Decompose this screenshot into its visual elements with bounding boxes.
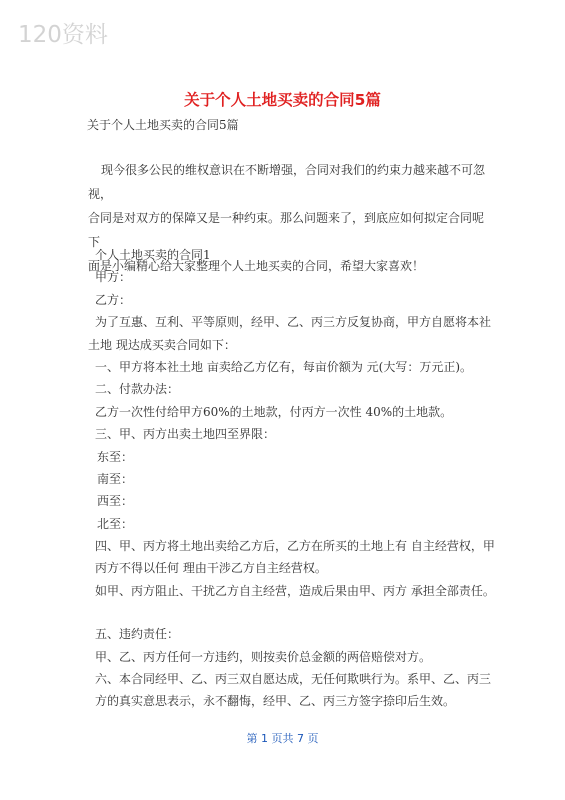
boundary-west: 西至：: [97, 494, 134, 509]
contract-body: [88, 244, 501, 713]
page-number: 第 1 页共 7 页: [246, 732, 319, 745]
watermark-logo: 120资料: [18, 22, 108, 48]
document-subtitle: 关于个人土地买卖的合同5篇: [87, 118, 239, 132]
clause-6-line: 六、本合同经甲、乙、丙三双自愿达成，无任何欺哄行为。系甲、乙、丙三: [95, 672, 492, 687]
preamble-line: 土地 现达成买卖合同如下：: [88, 337, 236, 352]
boundary-south: 南至：: [97, 471, 134, 486]
clause-5-heading: 五、违约责任：: [95, 627, 180, 642]
clause-5-text: 甲、乙、丙方任何一方违约，则按卖价总金额的两倍赔偿对方。: [95, 649, 432, 664]
boundary-north: 北至：: [97, 516, 134, 531]
intro-line: 合同是对双方的保障又是一种约束。那么问题来了，到底应如何拟定合同呢下: [88, 211, 485, 249]
clause-4-line: 如甲、丙方阻止、干扰乙方自主经营，造成后果由甲、丙方 承担全部责任。: [95, 583, 495, 598]
clause-1: 一、甲方将本社土地 亩卖给乙方亿有，每亩价额为 元(大写：万元正)。: [95, 359, 472, 374]
intro-line: 现今很多公民的维权意识在不断增强，合同对我们的约束力越来越不可忽视，: [88, 163, 486, 201]
preamble-line: 为了互惠、互利、平等原则，经甲、乙、丙三方反复协商，甲方自愿将本社: [95, 315, 492, 330]
intro-line: 面是小编精心给大家整理个人土地买卖的合同，希望大家喜欢！: [88, 259, 425, 273]
document-title: 关于个人土地买卖的合同5篇: [184, 91, 381, 109]
clause-6-line: 方的真实意思表示，永不翻悔，经甲、乙、丙三方签字捺印后生效。: [95, 694, 456, 709]
clause-3-heading: 三、甲、丙方出卖土地四至界限：: [95, 427, 276, 442]
party-a-label: 甲方：: [95, 270, 132, 285]
clause-4-line: 丙方不得以任何 理由干涉乙方自主经营权。: [95, 561, 327, 576]
clause-2-text: 乙方一次性付给甲方60%的土地款，付丙方一次性 40%的土地款。: [95, 404, 453, 419]
boundary-east: 东至：: [97, 449, 134, 464]
contract-heading: 个人土地买卖的合同1: [95, 248, 211, 262]
party-b-label: 乙方：: [95, 292, 132, 307]
clause-4-line: 四、甲、丙方将土地出卖给乙方后，乙方在所买的土地上有 自主经营权，甲: [95, 539, 495, 554]
clause-2-heading: 二、付款办法：: [95, 382, 180, 397]
